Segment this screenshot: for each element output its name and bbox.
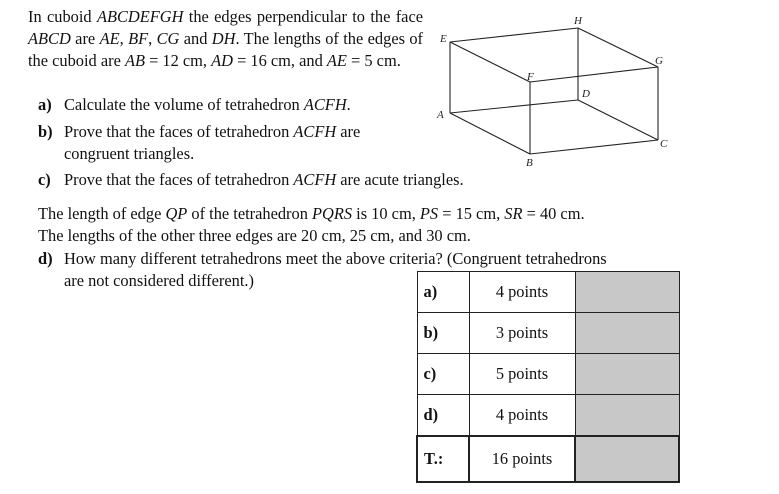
cuboid-name: ABCDEFGH bbox=[96, 7, 184, 26]
intro-text: are bbox=[70, 29, 100, 48]
intro-text: In cuboid bbox=[28, 7, 97, 26]
tetrahedron-name: PQRS bbox=[312, 204, 353, 223]
question-text: congruent triangles. bbox=[64, 144, 195, 163]
tetrahedron-name: ACFH bbox=[293, 170, 337, 189]
question-text: . bbox=[346, 95, 351, 114]
vertex-label-d: D bbox=[582, 88, 590, 100]
vertex-label-h: H bbox=[574, 15, 582, 27]
intro-text: , bbox=[148, 29, 157, 48]
question-text: How many different tetrahedrons meet the above criteria? (Congruent tetrahedrons bbox=[64, 249, 607, 268]
score-entry-cell[interactable] bbox=[575, 272, 679, 313]
edge-name: AD bbox=[211, 51, 233, 70]
intro-text: = 5 cm. bbox=[346, 51, 401, 70]
points-cell: 4 points bbox=[469, 272, 575, 313]
question-text: are not considered different.) bbox=[64, 271, 254, 290]
total-label-cell: T.: bbox=[417, 436, 469, 482]
table-row bbox=[417, 395, 679, 437]
para-text: The lengths of the other three edges are 20 cm, 25 cm, and 30 cm. bbox=[38, 226, 471, 245]
table-row bbox=[417, 272, 679, 313]
part-cell: c) bbox=[417, 354, 469, 395]
intro-text: . The lengths of the edges of the cuboid are bbox=[28, 29, 423, 70]
score-table bbox=[416, 271, 680, 483]
para-text: The length of edge bbox=[38, 204, 166, 223]
total-points-cell: 16 points bbox=[469, 436, 575, 482]
question-text: are acute triangles. bbox=[336, 170, 464, 189]
edge-name: QP bbox=[165, 204, 188, 223]
score-entry-cell[interactable] bbox=[575, 313, 679, 354]
intro-text: = 16 cm, and bbox=[232, 51, 327, 70]
vertex-label-b: B bbox=[526, 157, 533, 169]
edge-name: CG bbox=[156, 29, 180, 48]
edge-ab bbox=[450, 113, 530, 154]
tetrahedron-name: ACFH bbox=[293, 122, 337, 141]
para-text: of the tetrahedron bbox=[187, 204, 312, 223]
vertex-label-a: A bbox=[437, 109, 444, 121]
edge-name: SR bbox=[504, 204, 523, 223]
intro-text: and bbox=[179, 29, 212, 48]
edge-fg bbox=[530, 67, 658, 82]
edge-he bbox=[450, 28, 578, 42]
part-cell: b) bbox=[417, 313, 469, 354]
edge-name: AB bbox=[124, 51, 145, 70]
vertex-label-f: F bbox=[527, 71, 534, 83]
intro-text: the edges perpendicular to the face bbox=[183, 7, 423, 26]
para-text: = 15 cm, bbox=[438, 204, 505, 223]
edge-name: PS bbox=[419, 204, 439, 223]
edge-name: BF bbox=[128, 29, 149, 48]
edge-name: DH bbox=[211, 29, 236, 48]
question-b-label: b) bbox=[38, 122, 53, 141]
para-text: = 40 cm. bbox=[522, 204, 585, 223]
total-row bbox=[417, 436, 679, 482]
intro-text: = 12 cm, bbox=[144, 51, 212, 70]
vertex-label-c: C bbox=[660, 138, 668, 150]
score-entry-cell[interactable] bbox=[575, 354, 679, 395]
vertex-label-e: E bbox=[440, 33, 447, 45]
question-c-label: c) bbox=[38, 170, 51, 189]
table-row bbox=[417, 313, 679, 354]
points-cell: 5 points bbox=[469, 354, 575, 395]
edge-ad bbox=[450, 100, 578, 113]
part-cell: a) bbox=[417, 272, 469, 313]
question-a-label: a) bbox=[38, 95, 52, 114]
intro-text: , bbox=[119, 29, 129, 48]
table-row bbox=[417, 354, 679, 395]
para-text: is 10 cm, bbox=[352, 204, 420, 223]
vertex-label-g: G bbox=[655, 55, 663, 67]
face-name: ABCD bbox=[28, 29, 71, 48]
question-text: Prove that the faces of tetrahedron bbox=[64, 122, 294, 141]
edge-dc bbox=[578, 100, 658, 140]
edge-name: AE bbox=[326, 51, 347, 70]
score-entry-cell[interactable] bbox=[575, 395, 679, 437]
question-text: Calculate the volume of tetrahedron bbox=[64, 95, 304, 114]
part-cell: d) bbox=[417, 395, 469, 437]
question-text: are bbox=[336, 122, 361, 141]
question-d-label: d) bbox=[38, 249, 53, 268]
edge-ef bbox=[450, 42, 530, 82]
points-cell: 4 points bbox=[469, 395, 575, 437]
points-cell: 3 points bbox=[469, 313, 575, 354]
tetrahedron-name: ACFH bbox=[303, 95, 347, 114]
total-entry-cell[interactable] bbox=[575, 436, 679, 482]
edge-name: AE bbox=[99, 29, 120, 48]
edge-gh bbox=[578, 28, 658, 67]
question-text: Prove that the faces of tetrahedron bbox=[64, 170, 294, 189]
edge-bc bbox=[530, 140, 658, 154]
